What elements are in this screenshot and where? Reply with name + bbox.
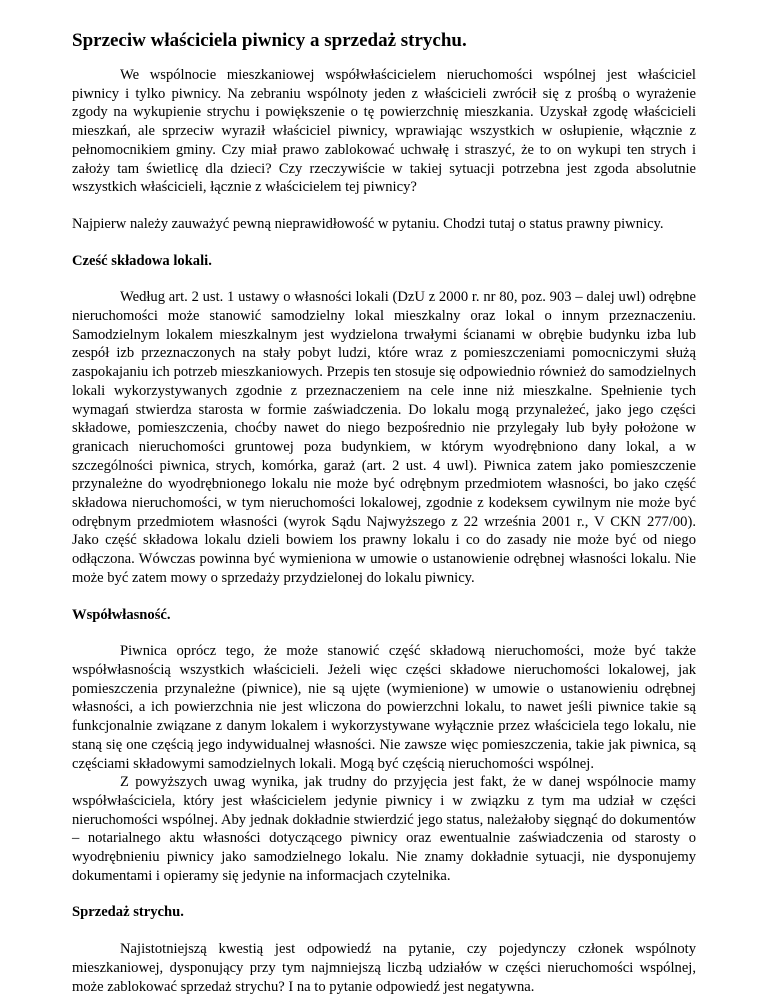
section-paragraph: Najistotniejszą kwestią jest odpowiedź na pytanie, czy pojedynczy członek wspólnoty mieszkaniowej, dysponujący przy tym najmniejszą liczbą udziałów w części nieruchomości wspólnej, może zablokować sprzedaż strychu? I na to pytanie odpowiedź jest negatywna. [72, 941, 696, 995]
intro-paragraph: We wspólnocie mieszkaniowej współwłaścicielem nieruchomości wspólnej jest właściciel piwnicy i tylko piwnicy. Na zebraniu wspólnoty jeden z właścicieli zwrócił się z prośbą o wyrażenie zgody na wykupienie strychu i powiększenie o tę powierzchnię mieszkania. Uzyskał zgodę właścicieli mieszkań, ale sprzeciw wyraził właściciel piwnicy, wprawiając wszystkich w osłupienie, włącznie z pełnomocnikiem gminy. Czy miał prawo zablokować uchwałę i straszyć, że to on wykupi ten strych i założy tam świetlicę dla dzieci? Czy rzeczywiście w takiej sytuacji potrzebna jest zgoda absolutnie wszystkich właścicieli, łącznie z właścicielem tej piwnicy? [72, 67, 696, 196]
answer-intro-paragraph: Najpierw należy zauważyć pewną nieprawidłowość w pytaniu. Chodzi tutaj o status prawny piwnicy. [72, 215, 664, 232]
document-title: Sprzeciw właściciela piwnicy a sprzedaż strychu. [72, 30, 467, 51]
section-paragraph: Piwnica oprócz tego, że może stanowić część składową nieruchomości, może być także współwłasnością wszystkich właścicieli. Jeżeli więc części składowe nieruchomości lokalowej, jak pomieszczenia przynależne (piwnice), nie są ujęte (wymienione) w umowie o ustanowieniu odrębnej własności, a ich powierzchnia nie jest wliczona do powierzchni lokalu, to nawet jeśli piwnice takie są funkcjonalnie związane z danym lokalem i wykorzystywane wyłącznie przez właściciela tego lokalu, nie staną się one częścią jego indywidualnej własności. Nie zawsze więc pomieszczenia, takie jak piwnica, są częściami składowymi samodzielnych lokali. Mogą być częścią nieruchomości wspólnej. [72, 643, 696, 772]
section-component-parts [72, 252, 696, 588]
section-paragraph: Według art. 2 ust. 1 ustawy o własności lokali (DzU z 2000 r. nr 80, poz. 903 – dalej uwl) odrębne nieruchomości może stanowić samodzielny lokal mieszkalny oraz lokal o innym przeznaczeniu. Samodzielnym lokalem mieszkalnym jest wydzielona trwałymi ścianami w obrębie budynku izba lub zespół izb przeznaczonych na stały pobyt ludzi, które wraz z pomieszczeniami pomocniczymi służą zaspokajaniu ich potrzeb mieszkaniowych. Przepis ten stosuje się odpowiednio również do samodzielnych lokali wykorzystywanych zgodnie z przeznaczeniem na cele inne niż mieszkalne. Spełnienie tych wymagań stwierdza starosta w formie zaświadczenia. Do lokalu mogą przynależeć, jako jego części składowe, pomieszczenia, choćby nawet do niego bezpośrednio nie przylegały lub były położone w granicach nieruchomości gruntowej poza budynkiem, w którym wyodrębniono dany lokal, a w szczególności piwnica, strych, komórka, garaż (art. 2 ust. 4 uwl). Piwnica zatem jako pomieszczenie przynależne do wyodrębnionego lokalu nie może być odrębnym przedmiotem własności, bo jako część składowa nieruchomości, w tym nieruchomości lokalowej, zgodnie z kodeksem cywilnym nie może być odrębnym przedmiotem własności (wyrok Sądu Najwyższego z 22 września 2001 r., V CKN 277/00). Jako część składowa lokalu dzieli bowiem los prawny lokalu i co do zasady nie może być od niego odłączona. Wówczas powinna być wymieniona w umowie o ustanowienie odrębnej własności lokalu. Nie może być zatem mowy o sprzedaży przydzielonej do lokalu piwnicy. [72, 289, 696, 586]
section-co-ownership [72, 606, 696, 886]
document-page [72, 28, 696, 996]
section-heading: Sprzedaż strychu. [72, 904, 184, 921]
section-paragraph: Z powyższych uwag wynika, jak trudny do przyjęcia jest fakt, że w danej wspólnocie mamy współwłaściciela, który jest właścicielem jedynie piwnicy i w związku z tym ma udział w części nieruchomości wspólnej. Aby jednak dokładnie stwierdzić jego status, należałoby sięgnąć do dokumentów – notarialnego aktu własności dotyczącego piwnicy oraz ewentualnie zaświadczenia od starosty o wyodrębnieniu piwnicy jako samodzielnego lokalu. Nie znamy dokładnie sytuacji, nie dysponujemy dokumentami i opieramy się jedynie na informacjach czytelnika. [72, 774, 696, 884]
section-heading: Cześć składowa lokali. [72, 252, 212, 269]
section-attic-sale [72, 903, 696, 996]
section-heading: Współwłasność. [72, 606, 171, 623]
